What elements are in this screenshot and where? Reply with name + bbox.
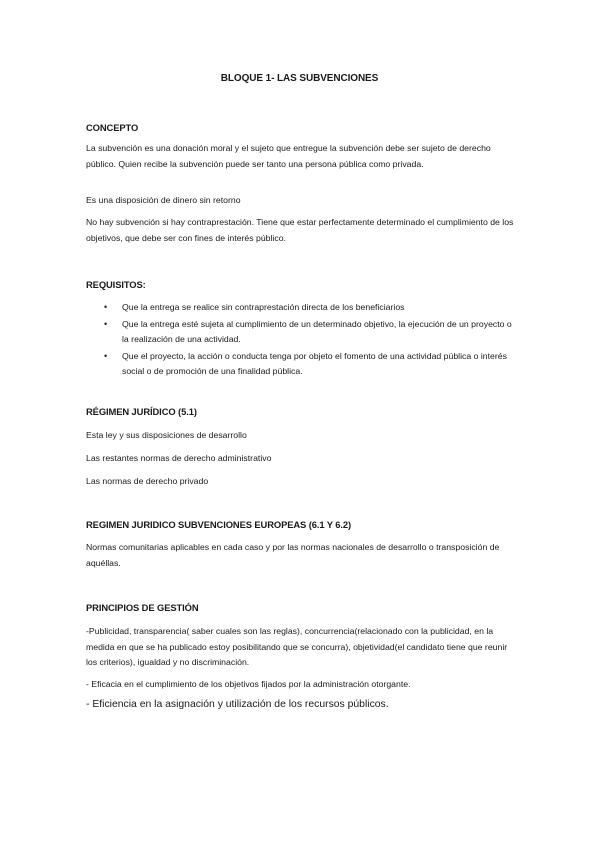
principios-paragraph-2: - Eficacia en el cumplimiento de los objetivos fijados por la administración otorgante. <box>86 679 411 689</box>
regimen-line-3: Las normas de derecho privado <box>86 476 209 486</box>
heading-requisitos: REQUISITOS: <box>86 279 146 290</box>
bullet-icon: • <box>104 318 108 329</box>
heading-principios: PRINCIPIOS DE GESTIÓN <box>86 602 199 613</box>
concepto-paragraph-2: Es una disposición de dinero sin retorno <box>86 195 241 205</box>
list-item-text: Que el proyecto, la acción o conducta tenga por objeto el fomento de una actividad pública o interés social o de promoción de una finalidad pública. <box>122 350 507 376</box>
principios-paragraph-3: - Eficiencia en la asignación y utilización de los recursos públicos. <box>86 699 389 710</box>
bullet-icon: • <box>104 302 108 312</box>
heading-concepto: CONCEPTO <box>86 122 139 133</box>
regimen-europeo-text: Normas comunitarias aplicables en cada caso y por las normas nacionales de desarrollo o transposición de aquéllas. <box>86 542 500 568</box>
document-title: BLOQUE 1- LAS SUBVENCIONES <box>220 73 379 84</box>
list-item <box>100 317 520 348</box>
heading-regimen-europeo: REGIMEN JURIDICO SUBVENCIONES EUROPEAS (6.1 Y 6.2) <box>86 519 352 530</box>
regimen-line-1: Esta ley y sus disposiciones de desarrollo <box>86 430 247 440</box>
concepto-paragraph-1: La subvención es una donación moral y el sujeto que entregue la subvención debe ser sujeto de derecho público. Quien recibe la subvención puede ser tanto una persona pública como privada. <box>86 143 491 169</box>
list-item-text: Que la entrega se realice sin contraprestación directa de los beneficiarios <box>122 302 405 312</box>
bullet-icon: • <box>104 350 108 361</box>
concepto-paragraph-3: No hay subvención si hay contraprestación. Tiene que estar perfectamente determinado el cumplimiento de los objetivos, que debe ser con fines de interés público. <box>86 217 514 243</box>
heading-regimen-juridico: RÉGIMEN JURÍDICO (5.1) <box>86 406 197 417</box>
principios-paragraph-1: -Publicidad, transparencia( saber cuales son las reglas), concurrencia(relacionado con la publicidad, en la medida en que se ha publicado estoy posibilitando que se concurra), objetividad(el candidato tiene que reunir los criterios), igualdad y no discriminación. <box>86 626 508 667</box>
regimen-line-2: Las restantes normas de derecho administrativo <box>86 453 272 463</box>
list-item-text: Que la entrega esté sujeta al cumplimiento de un determinado objetivo, la ejecución de un proyecto o la realización de una actividad. <box>122 318 512 344</box>
list-item <box>100 349 520 380</box>
list-item <box>100 300 520 316</box>
requisitos-list <box>100 300 520 380</box>
